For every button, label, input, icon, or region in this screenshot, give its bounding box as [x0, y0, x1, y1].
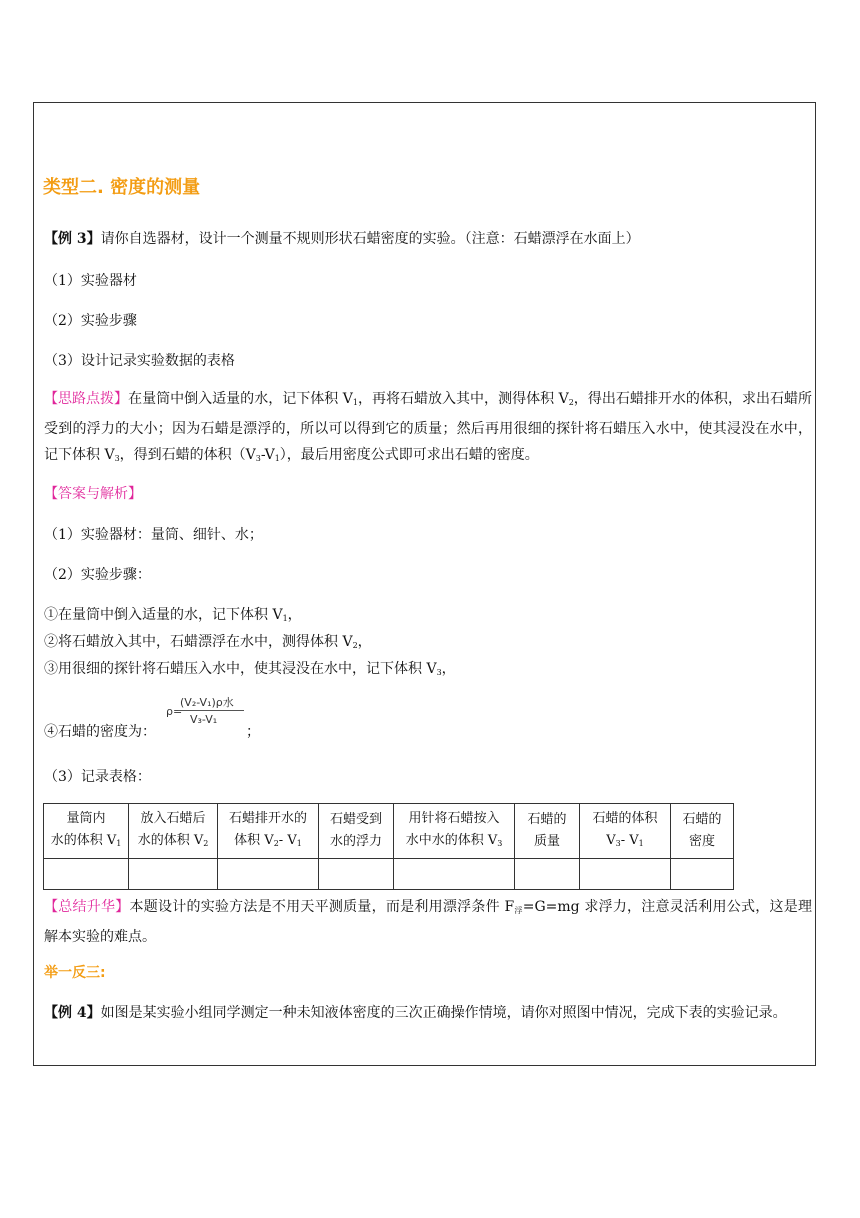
answer-1: （1）实验器材：量筒、细针、水；	[44, 527, 263, 543]
table-cell[interactable]	[319, 859, 394, 890]
step-1-sub: 1	[282, 614, 288, 623]
table-cell[interactable]	[394, 859, 515, 890]
hint-sub: 2	[568, 398, 574, 407]
hint-text: -V	[260, 447, 275, 463]
hint-sub: 3	[255, 454, 261, 463]
table-header-cell: 用针将石蜡按入 水中水的体积 $V_3$	[394, 804, 515, 859]
question-3: （3）设计记录实验数据的表格	[44, 353, 235, 369]
step-3	[44, 659, 456, 683]
hint-sub: 1	[352, 398, 358, 407]
step-1-text: ①在量筒中倒入适量的水，记下体积 V	[44, 607, 283, 623]
hint-sub: 3	[114, 454, 120, 463]
example-4-text: 如图是某实验小组同学测定一种未知液体密度的三次正确操作情境，请你对照图中情况，完成下表的实验记录。	[100, 1005, 787, 1021]
summary-text: =G=mg 求浮力，注意灵活利用公式，这是理解本实验的难点。	[44, 899, 812, 945]
question-1: （1）实验器材	[44, 273, 137, 289]
table-header-cell: 石蜡的体积 $V_3-$ $V_1$	[580, 804, 671, 859]
step-1	[44, 605, 302, 629]
section-title: 类型二. 密度的测量	[43, 177, 201, 198]
step-2-comma: ，	[357, 634, 372, 650]
table-header-cell: 石蜡排开水的 体积 $V_2-$ $V_1$	[218, 804, 319, 859]
formula-denominator: V₃-V₁	[190, 713, 218, 726]
table-header-row	[44, 804, 734, 859]
step-2	[44, 632, 372, 656]
example-3-text: 请你自选器材，设计一个测量不规则形状石蜡密度的实验。（注意：石蜡漂浮在水面上）	[100, 231, 640, 247]
example-3	[44, 229, 640, 249]
density-formula	[166, 694, 246, 730]
table-header-cell: 石蜡的 质量	[515, 804, 580, 859]
example-3-label: 【例 3】	[44, 231, 101, 247]
hint-paragraph	[44, 386, 812, 472]
example-4	[44, 1000, 812, 1026]
table-header-cell: 量筒内 水的体积 $V_1$	[44, 804, 129, 859]
step-2-text: ②将石蜡放入其中，石蜡漂浮在水中，测得体积 V	[44, 634, 353, 650]
table-cell[interactable]	[44, 859, 129, 890]
summary-label: 【总结升华】	[44, 899, 130, 915]
table-header-cell: 石蜡的 密度	[671, 804, 734, 859]
table-cell[interactable]	[580, 859, 671, 890]
table-cell[interactable]	[218, 859, 319, 890]
step-3-sub: 3	[436, 668, 442, 677]
step-3-text: ③用很细的探针将石蜡压入水中，使其浸没在水中，记下体积 V	[44, 661, 437, 677]
formula-numerator: (V₂-V₁)ρ水	[180, 696, 234, 709]
table-cell[interactable]	[671, 859, 734, 890]
hint-label: 【思路点拨】	[44, 391, 129, 407]
answer-3: （3）记录表格：	[44, 769, 151, 785]
example-4-label: 【例 4】	[44, 1005, 101, 1021]
hint-text: 在量筒中倒入适量的水，记下体积 V	[128, 391, 353, 407]
table-cell[interactable]	[515, 859, 580, 890]
hint-text: ，再将石蜡放入其中，测得体积 V	[357, 391, 569, 407]
step-1-comma: ，	[287, 607, 302, 623]
hint-text: ，得出石蜡排开水的体积，求出石蜡所受到的浮力的大小；因为石蜡是漂浮的，所以可以得到它的质量；然后再用很细的探针将石蜡压入水中，使其浸没在水中，记下体积 V	[44, 391, 813, 463]
answer-label: 【答案与解析】	[44, 486, 142, 502]
step-4	[44, 722, 156, 742]
question-2: （2）实验步骤	[44, 313, 137, 329]
table-header-cell: 石蜡受到 水的浮力	[319, 804, 394, 859]
summary-paragraph	[44, 894, 812, 950]
step-2-sub: 2	[352, 641, 358, 650]
step-4-end: ；	[246, 724, 260, 740]
answer-2: （2）实验步骤：	[44, 567, 151, 583]
formula-fraction-bar	[178, 710, 244, 711]
summary-sub: 浮	[514, 906, 523, 915]
practice-label: 举一反三:	[44, 965, 106, 981]
step-4-text: ④石蜡的密度为：	[44, 724, 156, 740]
hint-text: ，得到石蜡的体积（V	[119, 447, 256, 463]
table-header-cell: 放入石蜡后 水的体积 $V_2$	[129, 804, 218, 859]
hint-text: ），最后用密度公式即可求出石蜡的密度。	[279, 447, 539, 463]
hint-sub: 1	[274, 454, 280, 463]
summary-text: 本题设计的实验方法是不用天平测质量，而是利用漂浮条件 F	[129, 899, 515, 915]
formula-rho: ρ=	[166, 705, 183, 718]
table-cell[interactable]	[129, 859, 218, 890]
step-3-comma: ，	[441, 661, 456, 677]
record-table	[43, 803, 734, 890]
table-row	[44, 859, 734, 890]
